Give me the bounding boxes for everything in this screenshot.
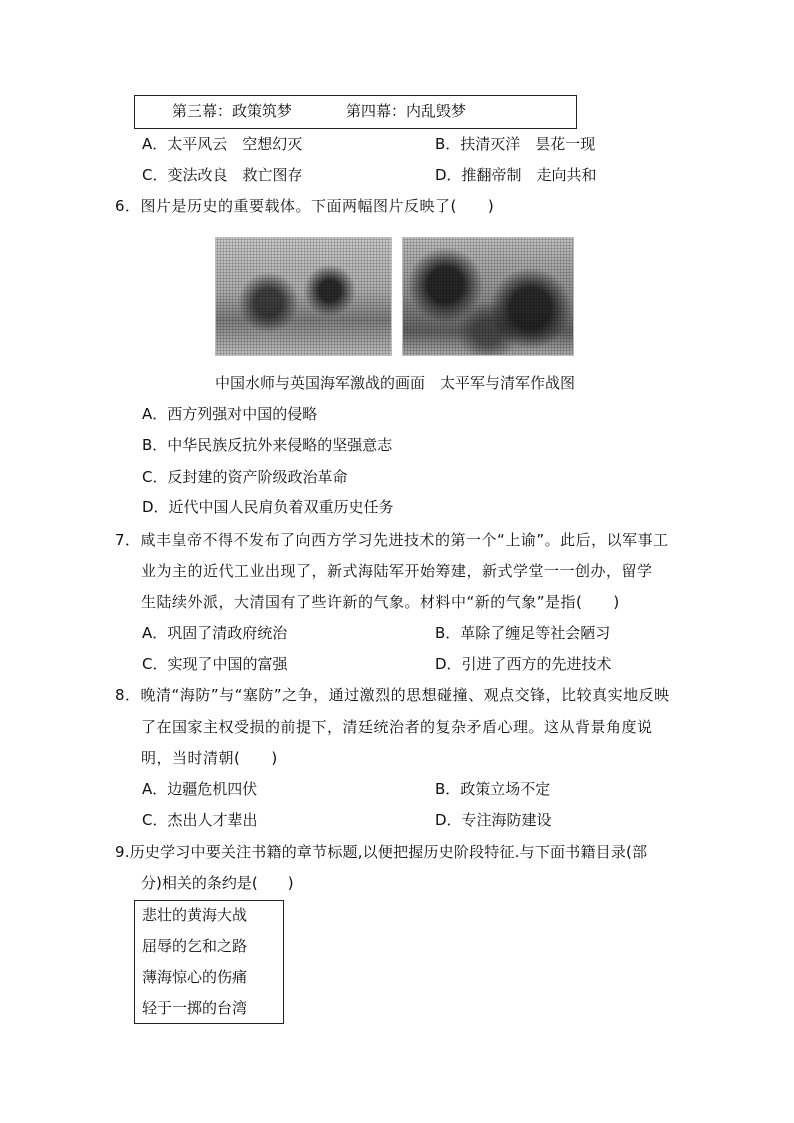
q8-stem-line2: 了在国家主权受损的前提下，清廷统治者的复杂矛盾心理。这从背景角度说 — [141, 718, 653, 736]
act3-label: 第三幕：政策筑梦 — [172, 102, 293, 120]
q8-option-c: C．杰出人才辈出 — [142, 811, 258, 829]
q7-option-c: C．实现了中国的富强 — [142, 655, 288, 673]
q6-stem: 6．图片是历史的重要载体。下面两幅图片反映了( ) — [115, 197, 495, 215]
q8-stem-line1: 8．晚清“海防”与“塞防”之争，通过激烈的思想碰撞、观点交锋，比较真实地反映 — [115, 686, 670, 704]
q5-option-a: A．太平风云 空想幻灭 — [142, 135, 303, 153]
q7-stem-line3: 生陆续外派，大清国有了些许新的气象。材料中“新的气象”是指( ) — [141, 593, 620, 611]
q6-option-b: B．中华民族反抗外来侵略的坚强意志 — [142, 436, 393, 454]
q8-stem-line3: 明，当时清朝( ) — [141, 749, 278, 767]
q8-option-b: B．政策立场不定 — [435, 780, 551, 798]
taiping-battle-image — [402, 237, 574, 356]
q5-option-d: D．推翻帝制 走向共和 — [435, 166, 597, 184]
q7-option-d: D．引进了西方的先进技术 — [435, 655, 612, 673]
toc-item: 屈辱的乞和之路 — [142, 937, 248, 955]
q7-option-a: A．巩固了清政府统治 — [142, 624, 288, 642]
act4-label: 第四幕：内乱毁梦 — [346, 102, 467, 120]
q5-option-b: B．扶清灭洋 昙花一现 — [435, 135, 596, 153]
naval-battle-image — [215, 237, 392, 356]
q7-stem-line1: 7．咸丰皇帝不得不发布了向西方学习先进技术的第一个“上谕”。此后，以军事工 — [115, 531, 669, 549]
q5-option-c: C．变法改良 救亡图存 — [142, 166, 303, 184]
q6-option-c: C．反封建的资产阶级政治革命 — [142, 468, 348, 486]
q6-option-a: A．西方列强对中国的侵略 — [142, 405, 318, 423]
q9-stem-line1: 9.历史学习中要关注书籍的章节标题,以便把握历史阶段特征.与下面书籍目录(部 — [115, 843, 648, 861]
toc-item: 悲壮的黄海大战 — [142, 906, 248, 924]
q7-option-b: B．革除了缠足等社会陋习 — [435, 624, 611, 642]
toc-item: 薄海惊心的伤痛 — [142, 968, 248, 986]
q9-stem-line2: 分)相关的条约是( ) — [141, 874, 294, 892]
q7-stem-line2: 业为主的近代工业出现了，新式海陆军开始筹建，新式学堂一一创办，留学 — [141, 562, 653, 580]
q8-option-d: D．专注海防建设 — [435, 811, 552, 829]
q8-option-a: A．边疆危机四伏 — [142, 780, 258, 798]
q6-option-d: D．近代中国人民肩负着双重历史任务 — [142, 498, 394, 516]
q6-image-caption: 中国水师与英国海军激战的画面 太平军与清军作战图 — [215, 374, 576, 392]
toc-item: 轻于一掷的台湾 — [142, 999, 248, 1017]
